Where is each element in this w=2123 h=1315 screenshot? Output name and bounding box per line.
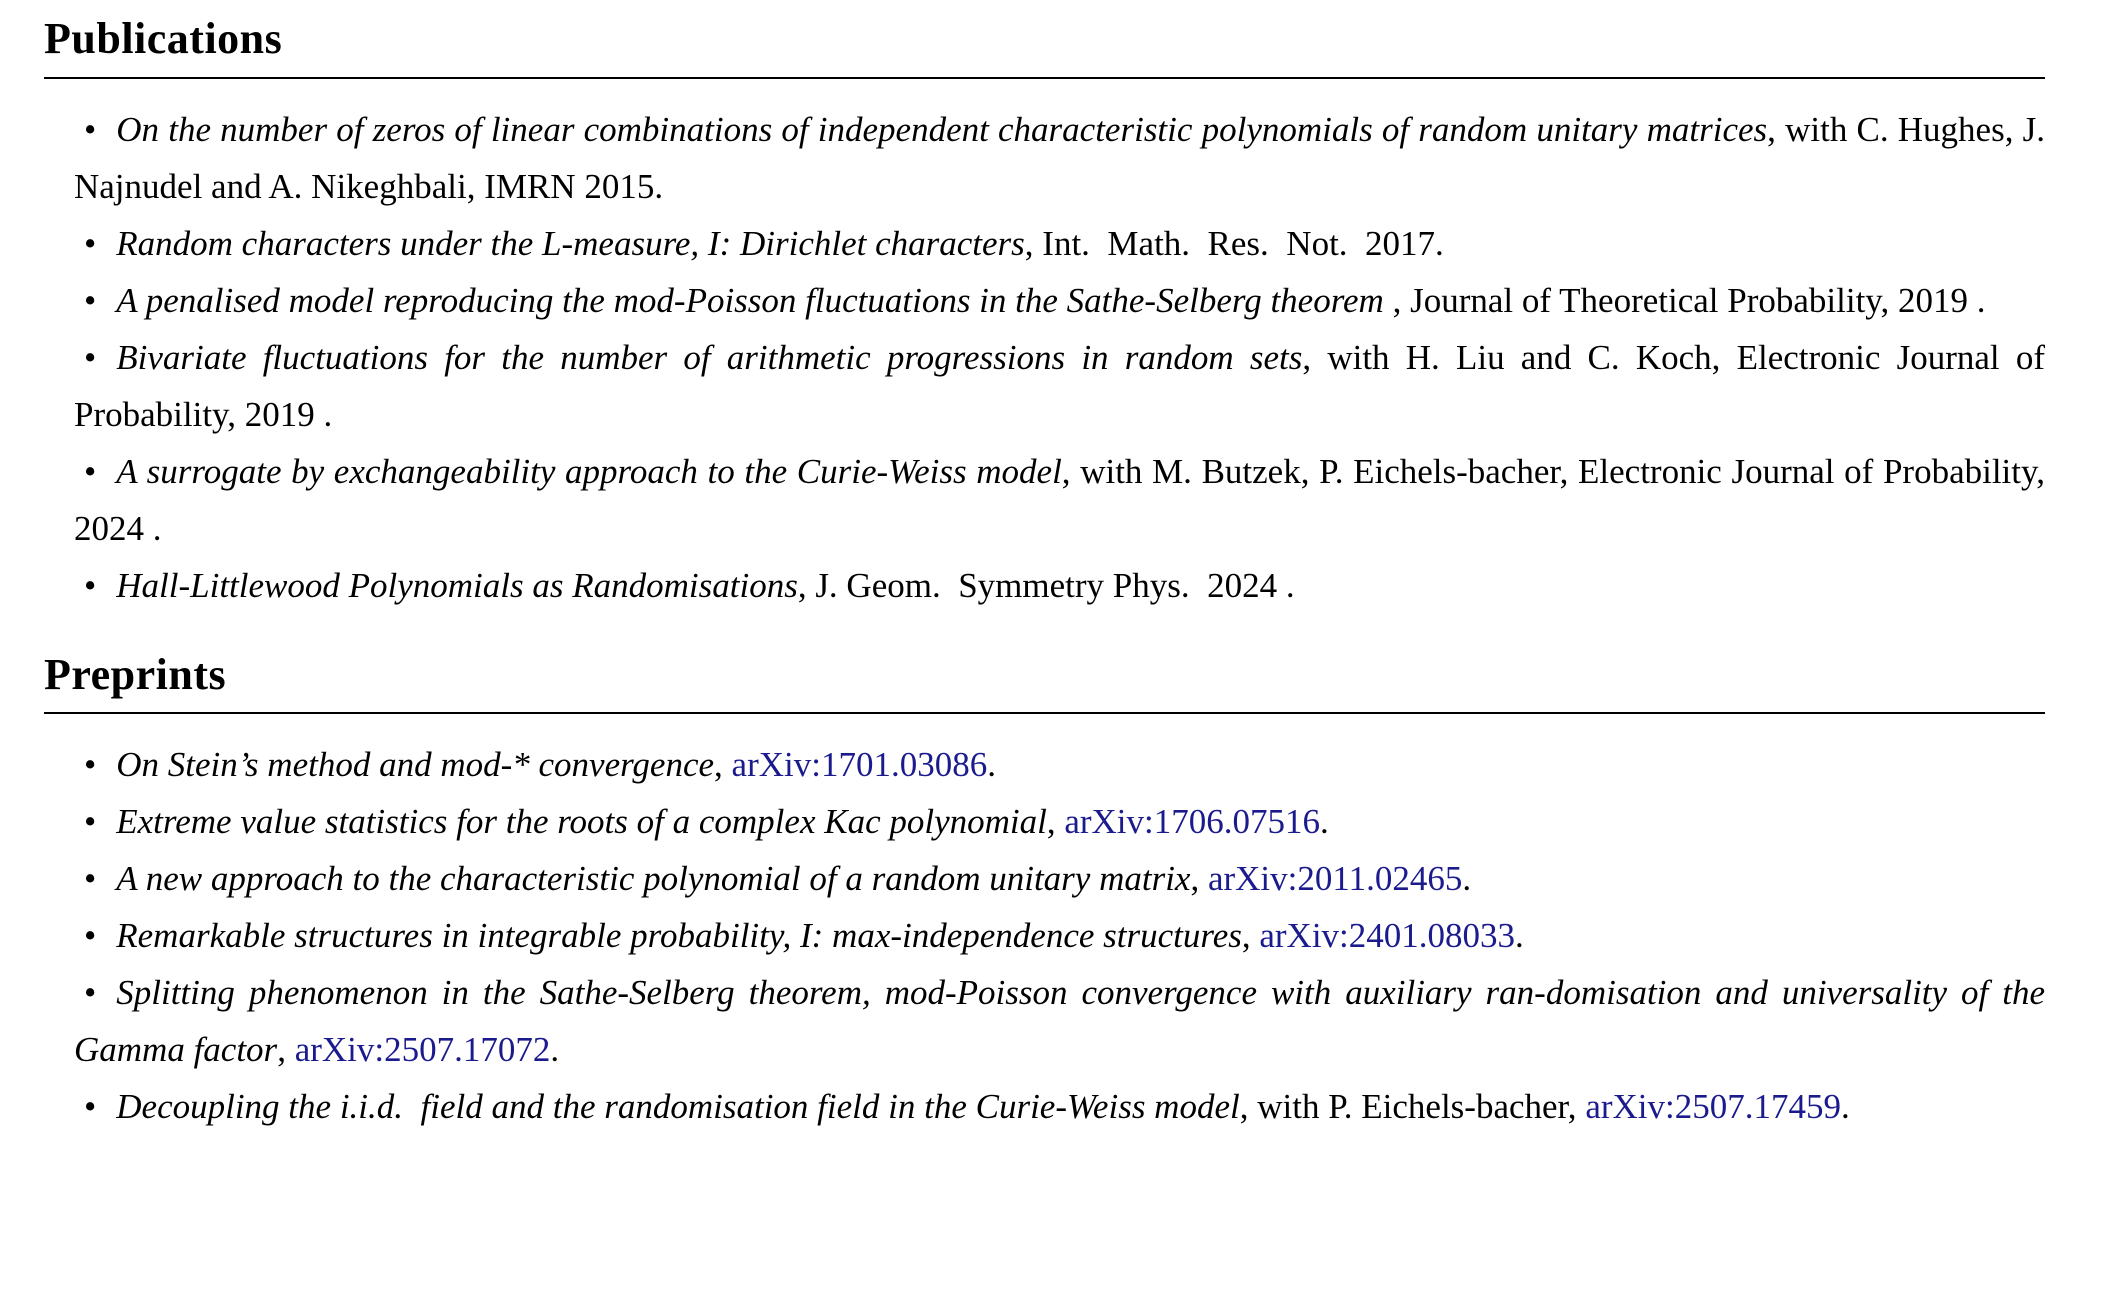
publications-list (74, 101, 2045, 614)
item-text: , (1190, 859, 1208, 899)
item-text: . (550, 1030, 560, 1070)
publication-item (74, 272, 2045, 329)
item-text: , J. Geom. Symmetry Phys. 2024 . (797, 565, 1295, 605)
bullet-icon: • (84, 916, 97, 956)
publication-item (74, 101, 2045, 215)
bullet-icon: • (84, 802, 97, 842)
item-text: . (987, 745, 996, 785)
arxiv-link[interactable]: arXiv:1701.03086 (731, 745, 988, 785)
item-text: , with H. Liu and C. Koch, Electronic Journal of Probability, 2019 . (74, 337, 2046, 434)
item-title: Remarkable structures in integrable probability, I: max-independence structures (116, 916, 1242, 956)
section-divider (44, 77, 2045, 79)
bullet-icon: • (84, 337, 97, 377)
arxiv-link[interactable]: arXiv:2401.08033 (1259, 916, 1516, 956)
item-title: On Stein’s method and mod-* convergence (116, 745, 715, 785)
item-title: A new approach to the characteristic polynomial of a random unitary matrix (116, 859, 1191, 899)
bullet-icon: • (84, 745, 97, 785)
bullet-icon: • (84, 565, 97, 605)
section-title-publications: Publications (44, 14, 283, 63)
item-text: , (1241, 916, 1260, 956)
section-title-preprints: Preprints (44, 649, 227, 699)
item-text: , with M. Butzek, P. Eichels-bacher, Electronic Journal of Probability, 2024 . (74, 451, 2045, 548)
item-title: Extreme value statistics for the roots of a complex Kac polynomial (116, 802, 1047, 842)
item-title: Splitting phenomenon in the Sathe-Selberg theorem, mod-Poisson convergence with auxiliary ran-domisation and universality of the Gamma factor (74, 973, 2045, 1070)
arxiv-link[interactable]: arXiv:2507.17072 (294, 1030, 551, 1070)
item-title: Random characters under the L-measure, I: Dirichlet characters (116, 223, 1025, 263)
bullet-icon: • (84, 973, 97, 1013)
item-title: On the number of zeros of linear combinations of independent characteristic polynomials of random unitary matrices (116, 109, 1768, 149)
bullet-icon: • (84, 1087, 97, 1127)
item-text: , Int. Math. Res. Not. 2017. (1024, 223, 1444, 263)
arxiv-link[interactable]: arXiv:2011.02465 (1207, 859, 1463, 899)
preprint-item (74, 907, 2045, 964)
publication-item (74, 329, 2045, 443)
preprint-item (74, 1078, 2045, 1135)
publication-item (74, 443, 2045, 557)
item-text: . (1320, 802, 1329, 842)
arxiv-link[interactable]: arXiv:2507.17459 (1585, 1087, 1841, 1127)
bullet-icon: • (84, 859, 97, 899)
bullet-icon: • (84, 109, 97, 149)
bullet-icon: • (84, 280, 97, 320)
item-text: . (1462, 859, 1472, 899)
item-text: , (714, 745, 732, 785)
item-title: Hall-Littlewood Polynomials as Randomisations (116, 565, 798, 605)
item-title: Bivariate fluctuations for the number of arithmetic progressions in random sets (116, 337, 1303, 377)
item-text: . (1840, 1087, 1850, 1127)
item-title: A penalised model reproducing the mod-Poisson fluctuations in the Sathe-Selberg theorem (116, 280, 1384, 320)
item-text: , (277, 1030, 295, 1070)
item-text: . (1515, 916, 1524, 956)
section-publications (44, 14, 2045, 614)
section-divider (44, 712, 2045, 714)
item-text: , with C. Hughes, J. Najnudel and A. Nikeghbali, IMRN 2015. (74, 109, 2045, 206)
item-title: Decoupling the i.i.d. field and the randomisation field in the Curie-Weiss model (116, 1087, 1240, 1127)
item-title: A surrogate by exchangeability approach to the Curie-Weiss model (116, 451, 1062, 491)
item-text: , (1046, 802, 1065, 842)
item-text: , Journal of Theoretical Probability, 2019 . (1383, 280, 1986, 320)
preprint-item (74, 736, 2045, 793)
publication-item (74, 557, 2045, 614)
section-preprints (44, 650, 2045, 1136)
arxiv-link[interactable]: arXiv:1706.07516 (1064, 802, 1321, 842)
preprints-list (74, 736, 2045, 1135)
preprint-item (74, 793, 2045, 850)
preprint-item (74, 850, 2045, 907)
bullet-icon: • (84, 451, 97, 491)
item-text: , with P. Eichels-bacher, (1239, 1087, 1586, 1127)
publication-item (74, 215, 2045, 272)
preprint-item (74, 964, 2045, 1078)
bullet-icon: • (84, 223, 97, 263)
